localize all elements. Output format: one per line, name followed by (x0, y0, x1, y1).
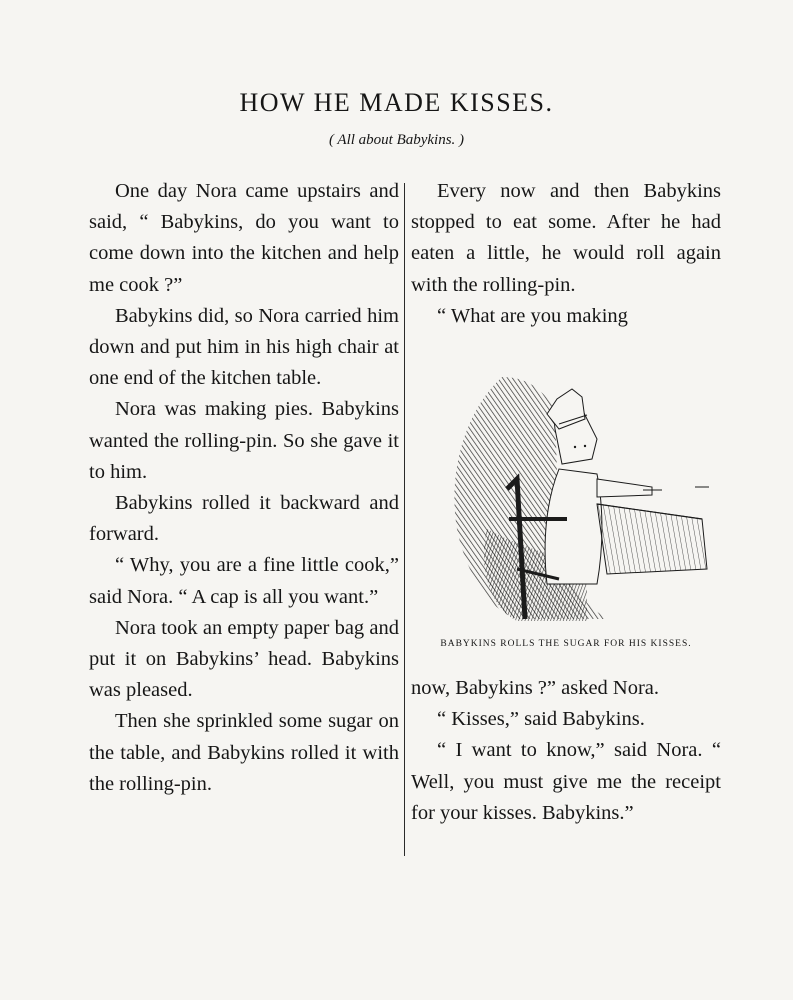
right-column-top (411, 176, 721, 332)
paragraph: “ I want to know,” said Nora. “ Well, you must give me the receipt for your kisses. Babykins.” (411, 739, 721, 824)
paragraph: “ What are you making (437, 304, 628, 327)
paragraph: Then she sprinkled some sugar on the table, and Babykins rolled it with the rolling-pin. (89, 710, 399, 795)
page-title: HOW HE MADE KISSES. (239, 88, 554, 117)
paragraph: One day Nora came upstairs and said, “ Babykins, do you want to come down into the kitchen and help me cook ?” (89, 180, 399, 296)
illustration-caption: BABYKINS ROLLS THE SUGAR FOR HIS KISSES. (440, 639, 692, 649)
paragraph: Babykins did, so Nora carried him down and put him in his high chair at one end of the kitchen table. (89, 304, 399, 390)
paragraph: “ Kisses,” said Babykins. (437, 708, 645, 731)
paragraph: Nora was making pies. Babykins wanted the rolling-pin. So she gave it to him. (89, 398, 399, 483)
left-column (89, 176, 399, 800)
paragraph: “ Why, you are a fine little cook,” said Nora. “ A cap is all you want.” (89, 554, 399, 608)
baby-in-high-chair-illustration (447, 369, 713, 627)
page-subtitle: ( All about Babykins. ) (328, 132, 465, 148)
paragraph: Babykins rolled it backward and forward. (89, 492, 399, 546)
paragraph: now, Babykins ?” asked Nora. (411, 677, 660, 699)
paragraph: Every now and then Babykins stopped to eat some. After he had eaten a little, he would roll again with the rolling-pin. (411, 180, 721, 296)
column-divider (404, 183, 405, 856)
right-column-bottom (411, 673, 721, 829)
paragraph: Nora took an empty paper bag and put it on Babykins’ head. Babykins was pleased. (89, 616, 399, 702)
